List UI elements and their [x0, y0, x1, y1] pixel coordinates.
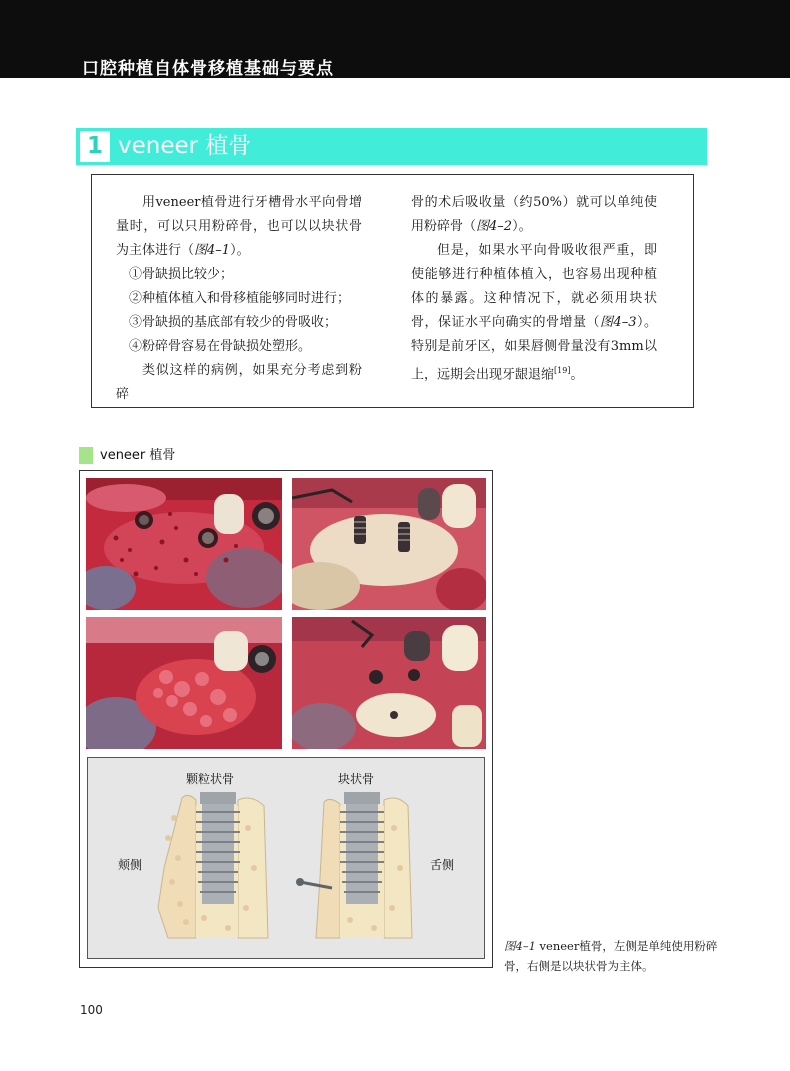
label-buccal-side: 颊侧 [118, 858, 143, 872]
paragraph [411, 191, 657, 239]
clinical-photo-implants-placed [292, 478, 486, 610]
list-item: ④粉碎骨容易在骨缺损处塑形。 [129, 339, 312, 354]
text: 。 [570, 367, 584, 383]
list-item: ③骨缺损的基底部有较少的骨吸收； [129, 315, 338, 330]
caption-text: veneer植骨，左侧是单纯使用粉碎骨，右侧是以块状骨为主体。 [504, 939, 718, 973]
text: 用veneer植骨进行牙槽骨水平向骨增量时，可以只用粉碎骨，也可以以块状骨为主体进行（ [116, 195, 362, 258]
text: 但是，如果水平向骨吸收很严重，即使能够进行种植体植入，也容易出现种植体的暴露。这种情况下，就必须用块状骨，保证水平向确实的骨增量（ [411, 243, 657, 330]
graft-schematic-diagram [87, 757, 485, 959]
label-block-bone: 块状骨 [338, 772, 375, 786]
figure-reference: 图4–2 [476, 219, 513, 234]
text-column-right [411, 191, 657, 387]
paragraph: 类似这样的病例，如果充分考虑到粉碎 [116, 363, 362, 402]
paragraph [116, 191, 362, 263]
clinical-photo-particulate-graft [86, 478, 282, 610]
clinical-photo-particulate-bone-applied [86, 617, 282, 749]
figure-heading: veneer 植骨 [100, 448, 176, 463]
book-title: 口腔种植自体骨移植基础与要点 [82, 59, 334, 79]
body-text-box [91, 174, 694, 408]
section-number: 1 [80, 131, 110, 162]
caption-figure-number: 图4–1 [504, 939, 536, 953]
list-item: ②种植体植入和骨移植能够同时进行； [129, 291, 351, 306]
section-title: veneer 植骨 [118, 133, 252, 159]
text: ）。 [512, 219, 532, 234]
clinical-photo-block-bone-fixed [292, 617, 486, 749]
citation: [19] [554, 366, 571, 375]
figure-reference: 图4–3 [599, 315, 637, 330]
list-item: ①骨缺损比较少； [129, 267, 234, 282]
page-number: 100 [80, 1003, 103, 1017]
label-lingual-side: 舌侧 [430, 858, 455, 872]
label-particulate-bone: 颗粒状骨 [186, 772, 235, 786]
figure-reference: 图4–1 [194, 243, 231, 258]
text: ）。 [230, 243, 250, 258]
text: ）。特别是前牙区，如果唇侧骨量没有3mm以上，远期会出现牙龈退缩 [411, 315, 657, 383]
figure-caption [504, 936, 734, 976]
subheading-marker [79, 447, 93, 464]
text-column-left [116, 191, 362, 407]
paragraph [411, 239, 657, 387]
text: 骨的术后吸收量（约50%）就可以单纯使用粉碎骨（ [411, 195, 657, 234]
